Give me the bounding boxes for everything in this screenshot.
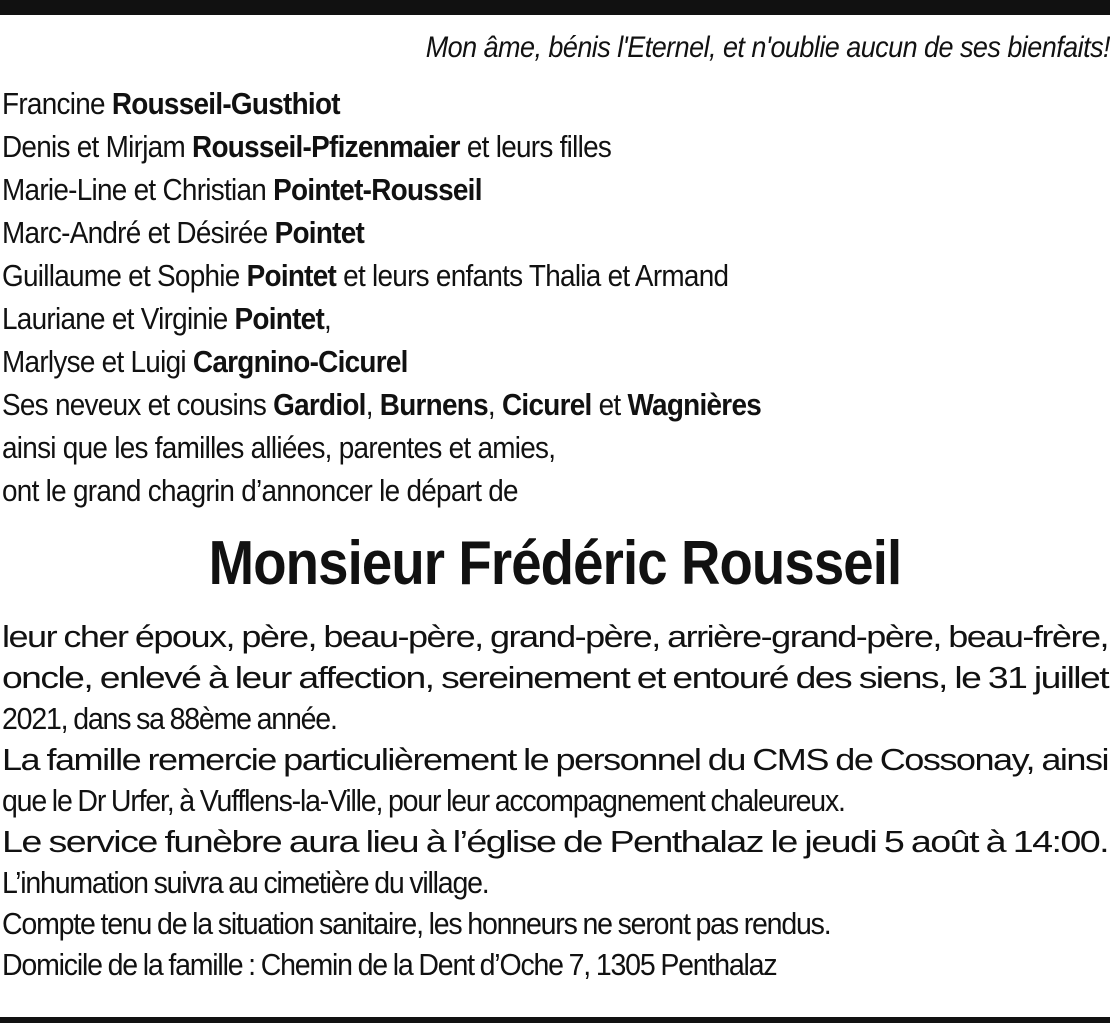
- family-surname: Rousseil-Gusthiot: [111, 86, 340, 121]
- family-text: Marc-André et Désirée: [2, 215, 275, 250]
- family-text: ,: [324, 301, 332, 336]
- family-surname: Cargnino-Cicurel: [192, 344, 408, 379]
- family-surname: Pointet-Rousseil: [273, 172, 482, 207]
- body-line: Domicile de la famille : Chemin de la Dent d’Oche 7, 1305 Penthalaz: [2, 947, 777, 982]
- bible-verse: Mon âme, bénis l'Eternel, et n'oublie aucun de ses bienfaits!: [425, 31, 1110, 64]
- family-surname: Cicurel: [502, 387, 592, 422]
- family-text: Denis et Mirjam: [2, 129, 193, 164]
- family-text: Marie-Line et Christian: [2, 172, 274, 207]
- body-line: Compte tenu de la situation sanitaire, les honneurs ne seront pas rendus.: [2, 906, 831, 941]
- top-rule: [0, 0, 1110, 15]
- body-line: que le Dr Urfer, à Vufflens-la-Ville, pour leur accompagnement chaleureux.: [2, 783, 845, 818]
- family-text: Francine: [2, 86, 112, 121]
- family-text: et: [591, 387, 628, 422]
- body-line: oncle, enlevé à leur affection, sereinement et entouré des siens, le 31 juillet: [2, 660, 1108, 695]
- family-text: ainsi que les familles alliées, parentes et amies,: [2, 430, 556, 465]
- family-member-line: [2, 168, 992, 211]
- family-text: Guillaume et Sophie: [2, 258, 247, 293]
- family-member-line: [2, 340, 992, 383]
- body-line: La famille remercie particulièrement le personnel du CMS de Cossonay, ainsi: [2, 742, 1108, 777]
- family-member-line: [2, 211, 992, 254]
- announcement-body: [2, 616, 1108, 985]
- family-surname: Rousseil-Pfizenmaier: [192, 129, 460, 164]
- family-surname: Pointet: [234, 301, 325, 336]
- family-member-line: [2, 426, 992, 469]
- family-member-line: [2, 254, 992, 297]
- family-surname: Burnens: [379, 387, 488, 422]
- family-member-line: [2, 125, 992, 168]
- family-text: Lauriane et Virginie: [2, 301, 235, 336]
- family-member-line: [2, 469, 992, 512]
- family-surname: Wagnières: [627, 387, 762, 422]
- family-list: [2, 82, 1102, 512]
- family-surname: Gardiol: [273, 387, 366, 422]
- family-text: et leurs enfants Thalia et Armand: [336, 258, 729, 293]
- family-text: ont le grand chagrin d’annoncer le départ de: [2, 473, 518, 508]
- body-line: Le service funèbre aura lieu à l’église de Penthalaz le jeudi 5 août à 14:00.: [2, 824, 1108, 859]
- body-line: leur cher époux, père, beau-père, grand-père, arrière-grand-père, beau-frère,: [2, 619, 1108, 654]
- family-text: Marlyse et Luigi: [2, 344, 193, 379]
- bottom-rule: [0, 1017, 1110, 1023]
- family-surname: Pointet: [246, 258, 337, 293]
- family-text: et leurs filles: [459, 129, 612, 164]
- family-text: ,: [487, 387, 503, 422]
- family-member-line: [2, 82, 992, 125]
- body-line: 2021, dans sa 88ème année.: [2, 701, 337, 736]
- family-text: Ses neveux et cousins: [2, 387, 274, 422]
- family-member-line: [2, 297, 992, 340]
- family-surname: Pointet: [274, 215, 365, 250]
- family-text: ,: [365, 387, 380, 422]
- body-line: L’inhumation suivra au cimetière du village.: [2, 865, 489, 900]
- deceased-name: Monsieur Frédéric Rousseil: [208, 529, 902, 598]
- family-member-line: [2, 383, 992, 426]
